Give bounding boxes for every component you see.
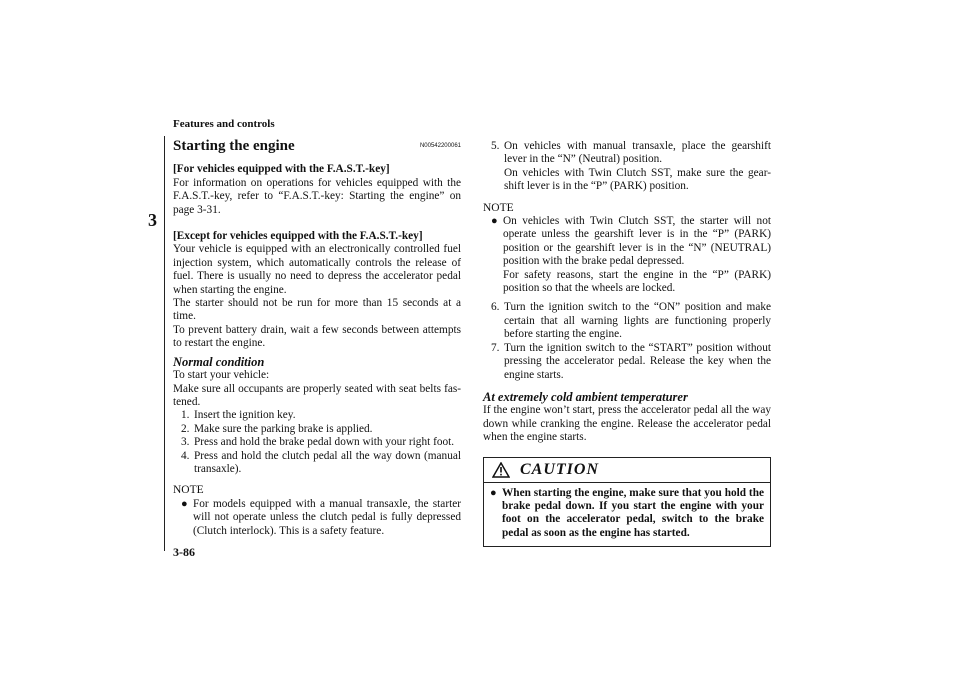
chapter-divider xyxy=(164,136,165,551)
caution-text: When starting the engine, make sure that you hold the brake pedal down. If you start the engine with your foot on the accelerator pedal, switch to the brake pedal as soon as the engine has started. xyxy=(502,486,764,539)
bullet-dot-icon: ● xyxy=(490,486,497,499)
to-start-text: To start your vehicle: xyxy=(173,369,270,382)
step-text-continued: On vehicles with Twin Clutch SST, make sure the gear-shift lever is in the “P” (PARK) position. xyxy=(504,166,771,193)
caution-box xyxy=(483,457,771,548)
note-text: For models equipped with a manual transaxle, the starter will not operate unless the clutch pedal is fully depressed (Clutch interlock). This is a safety feature. xyxy=(193,497,461,537)
normal-condition-heading: Normal condition xyxy=(173,354,265,369)
caution-header xyxy=(484,458,770,483)
step-text: Press and hold the clutch pedal all the way down (manual transaxle). xyxy=(194,449,461,475)
fast-text: For information on operations for vehicles equipped with the F.A.S.T.-key, refer to “F.A.S.T.-key: Starting the engine” on page 3-31. xyxy=(173,176,461,216)
chapter-tab: 3 xyxy=(148,210,157,230)
fast-heading: [For vehicles equipped with the F.A.S.T.-key] xyxy=(173,163,390,176)
list-item xyxy=(181,436,461,449)
section-header: Features and controls xyxy=(173,118,275,130)
bullet-dot-icon: ● xyxy=(491,215,498,228)
doc-code: N00542200061 xyxy=(419,143,461,149)
step-number: 5. xyxy=(491,140,500,152)
note-text: On vehicles with Twin Clutch SST, the starter will not operate unless the gearshift lever is in the “P” (PARK) position or the gearshift lever is in the “N” (NEUTRAL) position with the brake pedal depressed. xyxy=(503,215,771,268)
note-bullet xyxy=(181,498,461,538)
step-number: 2. xyxy=(181,422,190,435)
step-text: Press and hold the brake pedal down with your right foot. xyxy=(194,436,455,449)
step-text: On vehicles with manual transaxle, place the gearshift lever in the “N” (Neutral) position. xyxy=(504,140,771,166)
cold-text: If the engine won’t start, press the accelerator pedal all the way down while cranking the engine. Release the accelerator pedal when the engine starts. xyxy=(483,404,771,444)
caution-bullet xyxy=(490,487,764,541)
note-label: NOTE xyxy=(173,484,204,497)
step-number: 1. xyxy=(181,409,190,422)
except-heading: [Except for vehicles equipped with the F.A.S.T.-key] xyxy=(173,230,423,243)
list-item xyxy=(181,409,461,422)
note-label: NOTE xyxy=(483,201,514,214)
step-text: Make sure the parking brake is applied. xyxy=(194,422,373,435)
note-bullet xyxy=(491,215,771,295)
step-text: Insert the ignition key. xyxy=(194,409,296,422)
note-text-continued: For safety reasons, start the engine in the “P” (PARK) position so that the wheels are locked. xyxy=(503,268,771,295)
list-item xyxy=(181,450,461,477)
caution-body xyxy=(484,483,770,547)
step-number: 6. xyxy=(491,301,500,314)
warning-triangle-icon xyxy=(492,462,510,478)
title-row xyxy=(173,140,461,153)
starter-text: The starter should not be run for more than 15 seconds at a time. xyxy=(173,297,461,323)
list-item xyxy=(491,140,771,194)
list-item xyxy=(181,423,461,436)
list-item xyxy=(491,342,771,382)
step-text: Turn the ignition switch to the “START” position without pressing the accelerator pedal. Release the key when the engine starts. xyxy=(504,341,771,381)
page-title: Starting the engine xyxy=(173,138,295,154)
step-text: Turn the ignition switch to the “ON” position and make certain that all warning lights are functioning properly before starting the engine. xyxy=(504,301,771,341)
cold-heading: At extremely cold ambient temperaturer xyxy=(483,389,688,404)
occupants-text: Make sure all occupants are properly seated with seat belts fas-tened. xyxy=(173,382,461,408)
list-item xyxy=(491,301,771,341)
step-number: 3. xyxy=(181,436,190,449)
left-column xyxy=(173,140,461,538)
battery-text: To prevent battery drain, wait a few seconds between attempts to restart the engine. xyxy=(173,323,461,350)
step-number: 4. xyxy=(181,449,190,462)
bullet-dot-icon: ● xyxy=(181,497,188,510)
page-number: 3-86 xyxy=(173,545,195,559)
caution-title: CAUTION xyxy=(520,460,600,478)
step-number: 7. xyxy=(491,341,500,354)
except-text: Your vehicle is equipped with an electronically controlled fuel injection system, which automatically controls the release of fuel. There is usually no need to depress the accelerator pedal when starting the engine. xyxy=(173,243,461,296)
right-column xyxy=(483,140,771,547)
